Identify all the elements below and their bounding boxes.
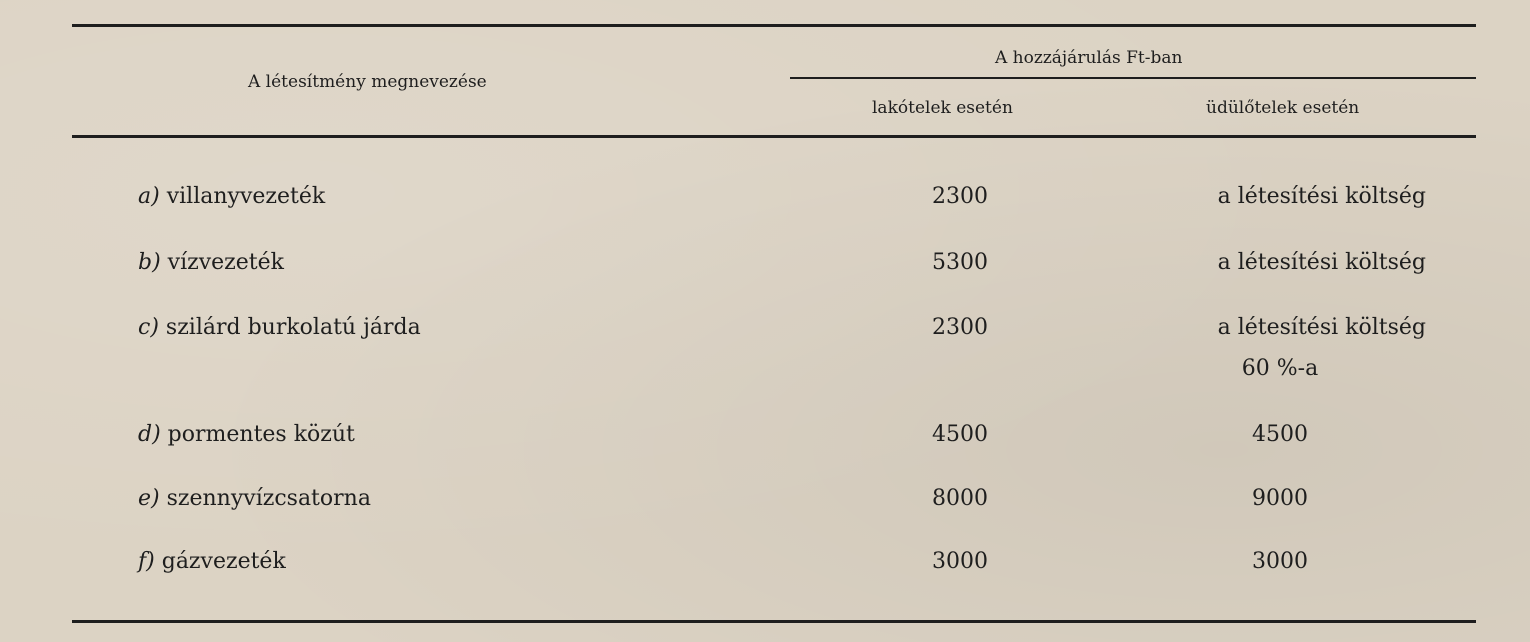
table-row-name [138,488,371,510]
row-residential-value: 2300 [932,315,988,340]
row-letter: e) [138,486,160,511]
row-letter: d) [138,422,161,447]
top-rule [72,24,1476,27]
row-holiday-value: a létesítési költség [1217,250,1426,275]
row-letter: b) [138,250,161,275]
group-rule [790,77,1476,79]
row-facility: villanyvezeték [166,184,326,209]
row-letter: f) [138,549,155,574]
row-holiday-value: 3000 [1252,549,1308,574]
row-residential-value: 5300 [932,250,988,275]
row-facility: szilárd burkolatú járda [165,315,421,340]
row-holiday-value: 4500 [1252,422,1308,447]
table-row-name [138,252,284,274]
row-holiday-value: a létesítési költség [1217,184,1426,209]
header-rule [72,135,1476,138]
bottom-rule [72,620,1476,623]
header-facility-name: A létesítmény megnevezése [248,72,487,92]
row-letter: a) [138,184,160,209]
table-row-name [138,424,355,446]
row-facility: szennyvízcsatorna [166,486,371,511]
row-residential-value: 8000 [932,486,988,511]
table-row-name [138,551,286,573]
row-holiday-value: 9000 [1252,486,1308,511]
table-row-name [138,186,325,208]
row-holiday-value-line2: 60 %-a [1241,356,1319,381]
table-row-name [138,317,421,339]
header-holiday: üdülőtelek esetén [1206,98,1360,118]
row-residential-value: 4500 [932,422,988,447]
header-residential: lakótelek esetén [872,98,1013,118]
row-residential-value: 2300 [932,184,988,209]
row-residential-value: 3000 [932,549,988,574]
row-facility: gázvezeték [161,549,286,574]
row-letter: c) [138,315,159,340]
row-facility: pormentes közút [167,422,355,447]
row-holiday-value: a létesítési költség [1217,315,1426,340]
header-contribution-group: A hozzájárulás Ft-ban [995,48,1183,68]
row-facility: vízvezeték [167,250,284,275]
